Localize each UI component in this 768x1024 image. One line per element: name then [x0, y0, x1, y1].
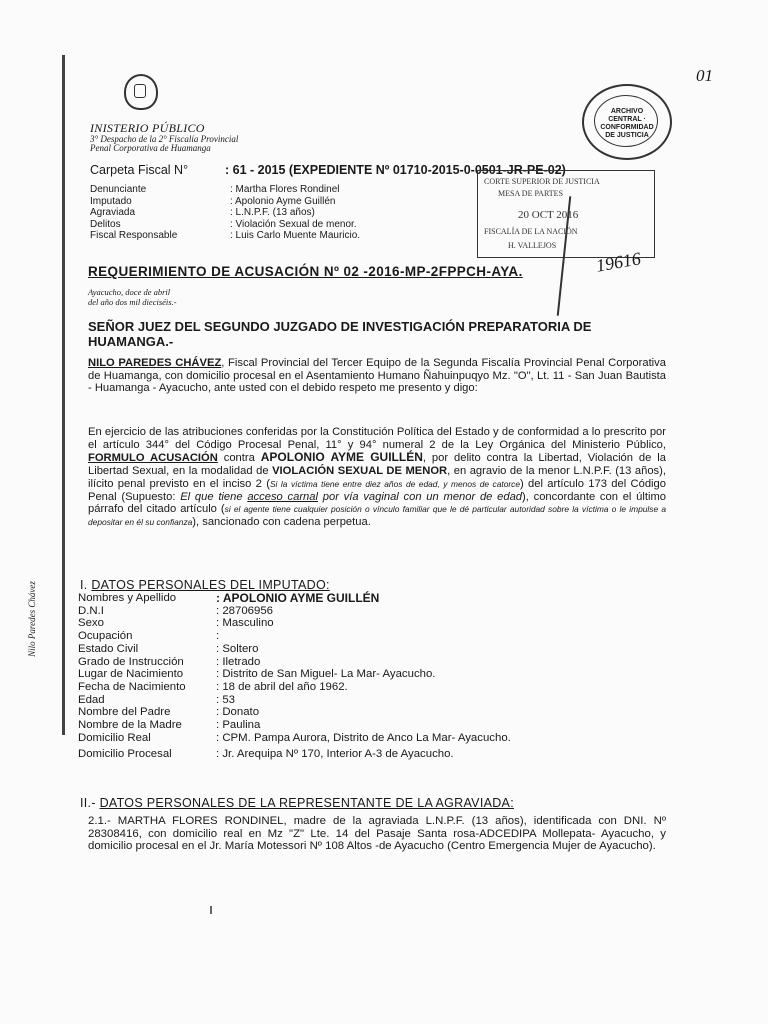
prosecutor-name: NILO PAREDES CHÁVEZ	[88, 357, 222, 369]
party-value: : Apolonio Ayme Guillén	[230, 195, 336, 207]
intro-paragraph	[88, 357, 666, 395]
detail-row: Nombre del Padre : Donato	[78, 706, 260, 719]
detail-row: Sexo : Masculino	[78, 617, 274, 630]
coat-of-arms-icon	[124, 74, 158, 110]
detail-row: Nombres y Apellido : APOLONIO AYME GUILLÉN	[78, 591, 380, 605]
scan-mark	[210, 906, 212, 914]
date-line	[88, 287, 177, 307]
detail-row: Edad : 53	[78, 693, 235, 706]
section-title: DATOS PERSONALES DE LA REPRESENTANTE DE LA AGRAVIADA:	[99, 796, 514, 810]
party-value: : Luis Carlo Muente Mauricio.	[230, 230, 361, 242]
detail-row: Domicilio Real : CPM. Pampa Aurora, Distrito de Anco La Mar- Ayacucho.	[78, 731, 511, 744]
party-key: Imputado	[90, 195, 132, 207]
stamp-line-5: H. VALLEJOS	[508, 241, 557, 250]
detail-row: D.N.I : 28706956	[78, 604, 274, 617]
date-line-1: Ayacucho, doce de abril	[88, 287, 171, 297]
party-row	[90, 230, 360, 242]
section-1-heading	[80, 578, 330, 592]
detail-row: Nombre de la Madre : Paulina	[78, 719, 261, 732]
crime-name: VIOLACIÓN SEXUAL DE MENOR	[272, 465, 448, 478]
detail-row: Ocupación :	[78, 630, 220, 643]
case-parties	[90, 184, 360, 242]
representative-paragraph: 2.1.- MARTHA FLORES RONDINEL, madre de la agraviada L.N.P.F. (13 años), identificada con DNI. Nº 28308416, con domicilio real en Mz "Z" Lte. 14 del Pasaje Santa rosa-ADCEDIPA Mollepata- Ayacucho, y domicilio procesal en el Jr. María Motessori Nº 108 Altos -de Ayacucho (Centro Emergencia Mujer de Ayacucho).	[88, 815, 666, 853]
accused-name: APOLONIO AYME GUILLÉN	[260, 450, 423, 465]
archive-stamp	[582, 84, 672, 160]
file-label: Carpeta Fiscal N°	[90, 163, 189, 177]
detail-row: Fecha de Nacimiento : 18 de abril del año 1962.	[78, 680, 348, 693]
section-number: II.-	[80, 796, 96, 810]
detail-row: Grado de Instrucción : Iletrado	[78, 655, 261, 668]
party-value: : L.N.P.F. (13 años)	[230, 207, 315, 219]
side-signature-text: Nilo Paredes Chávez	[26, 581, 37, 657]
addressee: SEÑOR JUEZ DEL SEGUNDO JUZGADO DE INVESTIGACIÓN PREPARATORIA DE HUAMANGA.-	[88, 319, 592, 349]
section-title: DATOS PERSONALES DEL IMPUTADO:	[91, 578, 330, 592]
handwritten-number: 19616	[594, 248, 643, 276]
detail-row: Domicilio Procesal : Jr. Arequipa Nº 170, Interior A-3 de Ayacucho.	[78, 748, 454, 761]
accused-details	[78, 592, 546, 761]
ministry-name: INISTERIO PÚBLICO	[90, 121, 205, 135]
party-row	[90, 219, 360, 231]
date-line-2: del año dos mil dieciséis.-	[88, 297, 177, 307]
archive-stamp-text: ARCHIVO CENTRAL · CONFORMIDAD DE JUSTICIA	[600, 108, 654, 139]
party-key: Denunciante	[90, 184, 147, 195]
formulo-acusacion: FORMULO ACUSACIÓN	[88, 452, 218, 465]
section-number: I.	[80, 578, 88, 592]
stamp-line-4: FISCALÍA DE LA NACIÓN	[484, 227, 578, 236]
intro-text: , Fiscal Provincial del Tercer Equipo de la Segunda Fiscalía Provincial Penal Corporativa de Huamanga, con domicilio procesal en el Asentamiento Humano Ñahuinpuqyo Mz. "O", Lt. 11 - San Juan Bautista - Huamanga - Ayacucho, ante usted con el debido respeto me presento y digo:	[88, 357, 666, 395]
party-key: Agraviada	[90, 207, 136, 219]
stamp-line-2: MESA DE PARTES	[498, 189, 564, 198]
section-2-heading	[80, 796, 514, 810]
party-row	[90, 184, 360, 196]
party-row	[90, 207, 360, 219]
detail-row: Lugar de Nacimiento : Distrito de San Miguel- La Mar- Ayacucho.	[78, 668, 436, 681]
stamp-line-1: CORTE SUPERIOR DE JUSTICIA	[484, 177, 600, 186]
party-key: Delitos	[90, 218, 121, 230]
stamp-date: 20 OCT 2016	[518, 209, 579, 221]
party-value: : Violación Sexual de menor.	[230, 218, 357, 230]
document-title: REQUERIMIENTO DE ACUSACIÓN Nº 02 -2016-MP-2FPPCH-AYA.	[88, 264, 523, 279]
party-row	[90, 196, 360, 208]
ministry-header	[90, 122, 238, 153]
office-line-2: Penal Corporativa de Huamanga	[90, 143, 211, 154]
side-signature	[26, 566, 74, 696]
page-number: 01	[696, 66, 713, 85]
accusation-paragraph: En ejercicio de las atribuciones conferidas por la Constitución Política del Estado y de conformidad a lo prescrito por el artículo 344° del Código Procesal Penal, 11° y 94° numeral 2 de la Ley Orgánica del Ministerio Público, FORMULO ACUSACIÓN contra APOLONIO AYME GUILLÉN, por delito contra la Libertad, Violación de la Libertad Sexual, en la modalidad de VIOLACIÓN SEXUAL DE MENOR, en agravio de la menor L.N.P.F. (13 años), ilícito penal previsto en el inciso 2 (Si la víctima tiene entre diez años de edad, y menos de catorce) del artículo 173 del Código Penal (Supuesto: El que tiene acceso carnal por vía vaginal con un menor de edad), concordante con el último párrafo del citado artículo (si el agente tiene cualquier posición o vínculo familiar que le dé particular autoridad sobre la víctima o le impulse a depositar en él su confianza), sancionado con cadena perpetua.	[88, 426, 667, 528]
party-key: Fiscal Responsable	[90, 230, 178, 242]
file-value: : 61 - 2015 (EXPEDIENTE Nº 01710-2015-0-0501-JR-PE-02)	[225, 163, 566, 177]
party-value: : Martha Flores Rondinel	[230, 184, 340, 195]
detail-row: Estado Civil : Soltero	[78, 642, 259, 655]
office-line-1: 3° Despacho de la 2° Fiscalía Provincial	[90, 133, 239, 144]
